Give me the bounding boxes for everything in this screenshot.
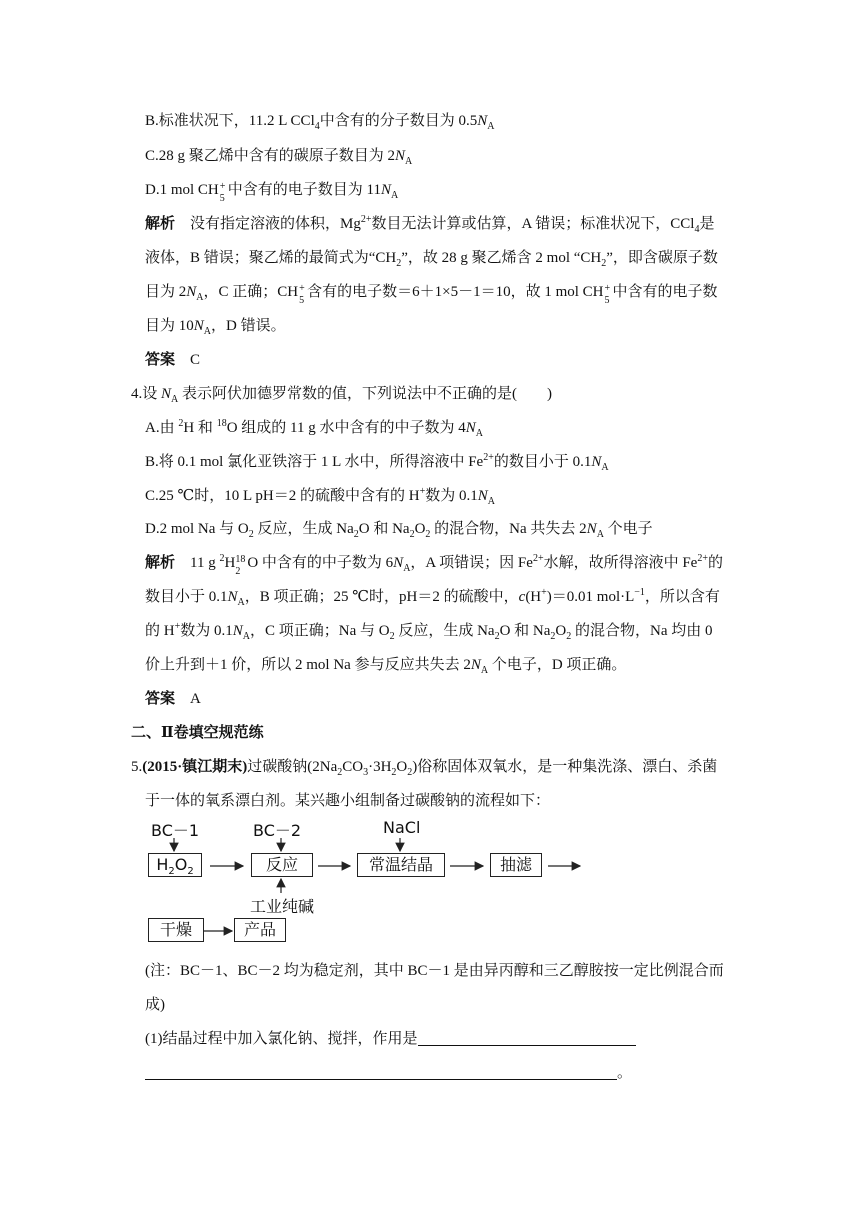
flow-box-filter: 抽滤 [490, 853, 542, 877]
analysis-label: 解析 [145, 216, 176, 232]
q5-stem-line-2: 于一体的氧系漂白剂。某兴趣小组制备过碳酸钠的流程如下： [145, 793, 551, 809]
q4-stem: 4.设 $N_A$ 表示阿伏加德罗常数的值，下列说法中不正确的是( ) [131, 386, 553, 405]
q4-option-b: B.将 0.1 mol 氯化亚铁溶于 1 L 水中，所得溶液中 $Fe^{2+}$的数目小于 $0.1N_A$ [145, 452, 609, 473]
q4-option-d: D.2 mol Na 与 $O_2$ 反应，生成 $Na_2O$ 和 $Na_2O_2$ 的混合物，Na 共失去 $2N_A$ 个电子 [145, 521, 653, 540]
q3-option-d: D.1 mol CH + 5 中含有的电子数目为 $11N_A$ [145, 181, 399, 204]
section-title: 二、Ⅱ卷填空规范练 [131, 725, 264, 741]
q5-subquestion-1-cont: 。 [145, 1063, 632, 1083]
q4-answer: 答案 A [145, 691, 201, 707]
q4-option-c: C.25 ℃时，10 L pH＝2 的硫酸中含有的 H+数为 $0.1N_A$ [145, 486, 495, 507]
flow-label-bc2: BC－2 [253, 821, 302, 840]
flow-box-h2o2: $H_2O_2$ [148, 853, 202, 877]
q3-analysis-line-4: 目为 $10N_A$，D 错误。 [145, 318, 286, 337]
q5-note-line-1: (注：BC－1、BC－2 均为稳定剂，其中 BC－1 是由异丙醇和三乙醇胺按一定比例混合而 [145, 963, 724, 979]
q5-note-line-2: 成) [145, 997, 165, 1013]
q4-analysis-line-1: 解析 11 g $^2$H 18 2 O 中含有的中子数为 $6N_A$，A 项错误；因 $Fe^{2+}$水解，故所得溶液中 $Fe^{2+}$的 [145, 553, 723, 577]
q3-option-b: B.标准状况下，11.2 L CCl$_4$中含有的分子数目为 $0.5N_A$ [145, 113, 495, 132]
q3-analysis-line-2: 液体，B 错误；聚乙烯的最简式为“$CH_2$”，故 28 g 聚乙烯含 2 mol “$CH_2$”，即含碳原子数 [145, 250, 718, 269]
q4-analysis-line-4: 价上升到＋1 价，所以 2 mol Na 参与反应共失去 $2N_A$ 个电子，D 项正确。 [145, 657, 627, 676]
q3-analysis-line-3: 目为 $2N_A$，C 正确；CH + 5 含有的电子数＝6＋1×5－1＝10，故 1 mol CH + 5 中含有的电子数 [145, 283, 718, 306]
q4-analysis-line-3: 的 H+数为 $0.1N_A$，C 项正确；Na 与 $O_2$ 反应，生成 $Na_2O$ 和 $Na_2O_2$ 的混合物，Na 均由 0 [145, 621, 713, 642]
flow-box-reaction: 反应 [251, 853, 313, 877]
flow-label-soda: 工业纯碱 [250, 897, 315, 916]
answer-blank-2[interactable] [145, 1064, 617, 1080]
q5-subquestion-1: (1)结晶过程中加入氯化钠、搅拌，作用是 [145, 1029, 636, 1049]
flow-box-dry: 干燥 [148, 918, 204, 942]
flow-box-crystallize: 常温结晶 [357, 853, 445, 877]
q3-option-c: C.28 g 聚乙烯中含有的碳原子数目为 $2N_A$ [145, 148, 413, 167]
q4-analysis-line-2: 数目小于 $0.1N_A$，B 项正确；25 ℃时，pH＝2 的硫酸中，c(H+)＝0.01 $mol\cdot L^{-1}$，所以含有 [145, 587, 720, 608]
q4-option-a: A.由 $^2$H 和 $^{18}$O 组成的 11 g 水中含有的中子数为 $4N_A$ [145, 418, 483, 439]
q3-analysis-line-1: 解析 没有指定溶液的体积，$Mg^{2+}$数目无法计算或估算，A 错误；标准状况下，CCl$_4$是 [145, 214, 715, 235]
flow-box-product: 产品 [234, 918, 286, 942]
q5-stem-line-1: 5.(2015·镇江期末)过碳酸钠$(2Na_2CO_3\cdot 3H_2O_2)$俗称固体双氧水，是一种集洗涤、漂白、杀菌 [131, 759, 718, 778]
flow-label-bc1: BC－1 [151, 821, 200, 840]
q3-answer: 答案 C [145, 352, 201, 368]
answer-blank-1[interactable] [418, 1030, 636, 1046]
flow-label-nacl: NaCl [383, 818, 421, 837]
